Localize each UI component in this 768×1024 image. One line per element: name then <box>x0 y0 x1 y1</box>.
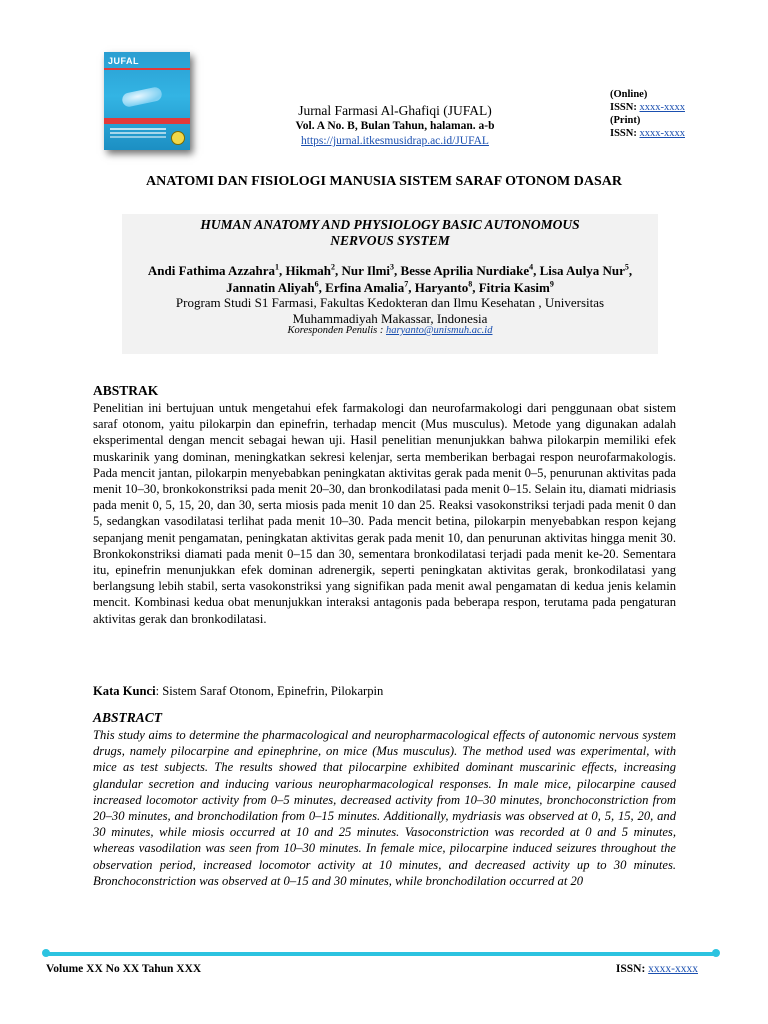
title-en-line2: NERVOUS SYSTEM <box>330 233 450 248</box>
online-issn <box>610 101 685 114</box>
author-affiliation-number: 7 <box>404 279 409 289</box>
volume-line: Vol. A No. B, Bulan Tahun, halaman. a-b <box>295 120 495 132</box>
author-name: Hikmah <box>285 263 332 278</box>
author-list: Andi Fathima Azzahra$^1$, Hikmah$^2$, Nur Ilmi$^3$, Besse Aprilia Nurdiake$^4$, Lisa Aulya Nur$^5$, Jannatin Aliyah$^6$, Erfina Amalia$^7$, Haryanto$^8$, Fitria Kasim$^9$ <box>147 262 633 295</box>
cover-text-lines <box>110 128 166 130</box>
article-title-en <box>140 217 640 249</box>
author-affiliation-number: 8 <box>468 279 473 289</box>
footer-issn-label: ISSN: <box>615 963 649 975</box>
author-affiliation-number: 5 <box>624 262 629 272</box>
abstract-heading: ABSTRACT <box>93 710 163 725</box>
author-name: Erfina Amalia <box>325 280 405 295</box>
online-label: (Online) <box>610 89 648 100</box>
author-name: Besse Aprilia Nurdiake <box>400 263 530 278</box>
journal-name: Jurnal Farmasi Al-Ghafiqi (JUFAL) <box>298 103 492 118</box>
cover-band <box>104 118 190 124</box>
divider-dot-left <box>42 949 50 957</box>
print-issn-value[interactable]: xxxx-xxxx <box>639 128 685 139</box>
author-name: Nur Ilmi <box>341 263 391 278</box>
journal-url-link[interactable]: https://jurnal.itkesmusidrap.ac.id/JUFAL <box>301 135 489 147</box>
print-issn-label: ISSN: <box>610 128 640 139</box>
author-affiliation-number: 9 <box>549 279 554 289</box>
author-affiliation-number: 6 <box>314 279 319 289</box>
keywords <box>93 684 676 699</box>
author-affiliation-number: 2 <box>331 262 336 272</box>
footer-volume: Volume XX No XX Tahun XXX <box>46 963 202 975</box>
affiliation <box>140 295 640 327</box>
footer-issn-value[interactable]: xxxx-xxxx <box>648 963 698 975</box>
author-name: Haryanto <box>414 280 469 295</box>
author-name: Lisa Aulya Nur <box>539 263 625 278</box>
journal-header <box>250 103 540 148</box>
article-title-id: ANATOMI DAN FISIOLOGI MANUSIA SISTEM SARAF OTONOM DASAR <box>146 174 622 189</box>
online-issn-label: ISSN: <box>610 102 640 113</box>
keywords-label: Kata Kunci <box>93 684 156 698</box>
author-affiliation-number: 4 <box>529 262 534 272</box>
abstrak-heading: ABSTRAK <box>93 383 159 398</box>
abstrak-body: Penelitian ini bertujuan untuk mengetahui efek farmakologi dan neurofarmakologi dari penggunaan obat sistem saraf otonom, yaitu pilokarpin dan epinefrin, terhadap mencit (Mus musculus). Metode yang digunakan adalah eksperimental dengan mencit sebagai hewan uji. Hasil penelitian menunjukkan bahwa pilokarpin memiliki efek muskarinik yang dominan, meningkatkan sekresi kelenjar, serta memberikan berbagai respon neurofarmakologis. Pada mencit jantan, pilokarpin menyebabkan peningkatan aktivitas gerak pada menit 0–5, penurunan aktivitas pada menit 10–30, bronkokonstriksi pada menit 20–30, dan bronkodilatasi pada menit 0–15. Selain itu, diamati midriasis pada menit 0, 5, 15, 20, dan 30, serta miosis pada menit 10 dan 25. Reaksi vasokonstriksi terjadi pada menit 0 dan 5, sedangkan vasodilatasi terlihat pada menit 10–30. Pada mencit betina, pilokarpin menyebabkan respon kejang sepanjang menit pengamatan, peningkatan aktivitas gerak pada menit 10, dan penurunan aktivitas hingga menit 30. Bronkokonstriksi diamati pada menit 0–15 dan 30, sementara bronkodilatasi terjadi pada menit ke-20. Sementara itu, epinefrin menunjukkan efek dominan adrenergik, seperti peningkatan aktivitas gerak, bronkodilatasi yang berlangsung lebih stabil, serta vasokonstriksi yang signifikan pada menit awal pengamatan di kedua jenis kelamin mencit. Kombinasi kedua obat menunjukkan interaksi antagonis pada beberapa respon, terutama pada pengaturan aktivitas gerak dan bronkodilatasi. <box>93 401 676 626</box>
abstract-body: This study aims to determine the pharmacological and neuropharmacological effects of autonomic nervous system drugs, namely pilocarpine and epinephrine, on mice (Mus musculus). The method used was experimental, with mice as test subjects. The results showed that pilocarpine exhibited dominant muscarinic effects, increasing glandular secretion and inducing various neuropharmacological responses. In male mice, pilocarpine caused increased locomotor activity from 0–5 minutes, decreased activity from 10–30 minutes, bronchoconstriction from 20–30 minutes, and bronchodilation from 0–15 minutes. Additionally, mydriasis was observed at 0, 5, 15, 20, and 30 minutes, while miosis occurred at 10 and 25 minutes. Vasoconstriction was recorded at 0 and 5 minutes, whereas vasodilation was seen from 10–30 minutes. In female mice, pilocarpine induced seizures throughout the observation period, increased locomotor activity at 10 minutes, and decreased activity up to 30 minutes. Bronchoconstriction was observed at 0–15 and 30 minutes, while bronchodilation occurred at 20 <box>93 728 676 888</box>
footer-divider <box>46 952 716 956</box>
correspondent-label: Koresponden Penulis : <box>287 325 386 336</box>
seal-icon <box>171 131 185 145</box>
print-label: (Print) <box>610 115 641 126</box>
author-affiliation-number: 1 <box>275 262 279 272</box>
print-issn <box>610 127 685 140</box>
correspondent-email-link[interactable]: haryanto@unismuh.ac.id <box>385 325 493 336</box>
author-affiliation-number: 3 <box>390 262 395 272</box>
journal-cover-image <box>104 52 190 150</box>
affiliation-line1: Program Studi S1 Farmasi, Fakultas Kedokteran dan Ilmu Kesehatan , Universitas <box>175 295 605 310</box>
capsule-illustration-icon <box>121 86 163 108</box>
affiliation-line2: Muhammadiyah Makassar, Indonesia <box>292 311 488 326</box>
cover-red-bar <box>104 68 190 70</box>
divider-dot-right <box>712 949 720 957</box>
cover-logo: JUFAL <box>108 56 140 66</box>
issn-block <box>610 88 685 140</box>
online-issn-value[interactable]: xxxx-xxxx <box>639 102 685 113</box>
keywords-list: : Sistem Saraf Otonom, Epinefrin, Pilokarpin <box>155 684 384 698</box>
corresponding-author <box>140 325 640 336</box>
author-name: Andi Fathima Azzahra <box>147 263 275 278</box>
author-name: Jannatin Aliyah <box>226 280 315 295</box>
footer-issn <box>616 963 698 975</box>
author-name: Fitria Kasim <box>478 280 550 295</box>
title-en-line1: HUMAN ANATOMY AND PHYSIOLOGY BASIC AUTONOMOUS <box>200 217 580 232</box>
